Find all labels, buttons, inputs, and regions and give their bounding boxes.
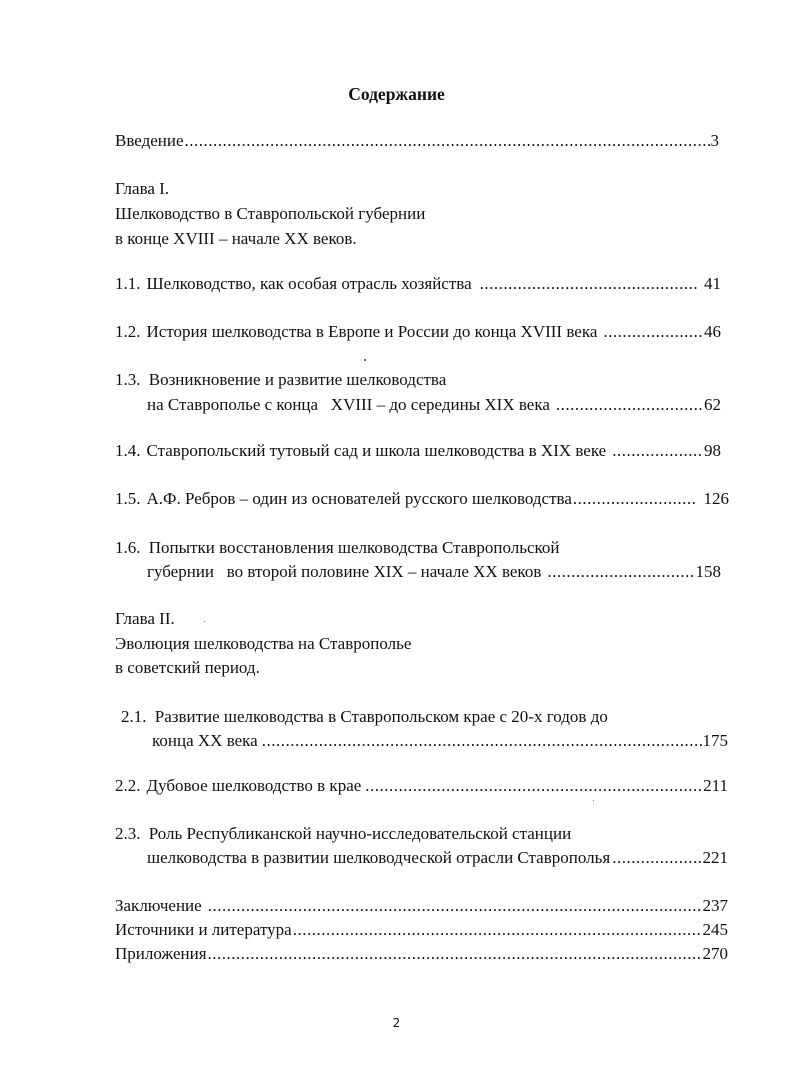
section-number: 1.1. [115,274,141,293]
scan-speck [593,800,594,801]
section-number: 1.4. [115,441,141,460]
toc-entry-section [121,706,608,728]
section-number: 2.1. [121,707,147,726]
dot-leader [293,919,702,941]
chapter-title-line: Эволюция шелководства на Ставрополье [115,634,412,653]
section-title: История шелководства в Европе и России до конца XVIII века [146,322,598,341]
section-title-continued: конца XX века [152,731,258,750]
back-matter-label: Заключение [115,896,202,915]
toc-entry-page: 3 [710,131,719,150]
toc-entry-back-matter [115,895,728,917]
section-number: 1.2. [115,322,141,341]
section-page: 41 [704,274,721,293]
back-matter-page: 237 [702,896,728,915]
toc-entry-section [115,369,446,391]
chapter-title-line: в советский период. [115,658,260,677]
toc-entry-continuation [147,394,721,416]
chapter-heading: Глава I. [115,179,170,198]
toc-entry-continuation [147,847,728,869]
section-title: А.Ф. Ребров – один из основателей русского шелководства [146,489,572,508]
section-title: Шелководство, как особая отрасль хозяйства [146,274,472,293]
toc-entry-continuation [147,561,721,583]
section-number: 1.6. [115,538,141,557]
dot-leader [365,775,702,797]
section-number: 2.2. [115,776,141,795]
section-title: Возникновение и развитие шелководства [148,370,447,389]
toc-entry-label: Введение [115,131,184,150]
dot-leader [208,895,702,917]
section-title: Роль Республиканской научно-исследовательской станции [148,824,572,843]
toc-entry-continuation [152,730,728,752]
chapter-heading: Глава II. [115,609,175,628]
page-number: 2 [392,1016,401,1030]
toc-title: Содержание [348,84,445,104]
chapter-title-line: Шелководство в Ставропольской губернии [115,204,426,223]
back-matter-label: Источники и литература [115,920,292,939]
section-page: 46 [704,322,721,341]
dot-leader [612,847,701,869]
section-page: 98 [704,441,721,460]
section-page: 175 [702,731,728,750]
back-matter-page: 245 [702,920,728,939]
toc-entry-back-matter [115,943,728,965]
section-page: 211 [703,776,728,795]
scan-speck [364,359,366,361]
toc-entry-section [115,273,721,295]
toc-entry-section [115,775,728,797]
section-title: Попытки восстановления шелководства Ставропольской [148,538,560,557]
section-page: 126 [703,489,729,508]
section-number: 1.5. [115,489,141,508]
section-number: 2.3. [115,824,141,843]
toc-entry-section [115,440,721,462]
dot-leader [547,561,694,583]
dot-leader [603,321,703,343]
dot-leader [185,130,710,152]
chapter-title-line: в конце XVIII – начале XX веков. [115,229,357,248]
section-title: Развитие шелководства в Ставропольском крае с 20-х годов до [154,707,608,726]
toc-entry-section [115,823,571,845]
section-number: 1.3. [115,370,141,389]
back-matter-page: 270 [702,944,728,963]
section-title: Дубовое шелководство в крае [146,776,362,795]
toc-entry-back-matter [115,919,728,941]
toc-entry-section [115,321,721,343]
toc-entry-section [115,537,560,559]
dot-leader [262,730,702,752]
section-title-continued: губернии во второй половине XIX – начале XX веков [147,562,542,581]
back-matter-label: Приложения [115,944,207,963]
section-title: Ставропольский тутовый сад и школа шелководства в XIX веке [146,441,607,460]
section-page: 158 [695,562,721,581]
scan-speck [204,621,205,622]
toc-entry-section [115,488,729,510]
section-page: 62 [704,395,721,414]
dot-leader [556,394,703,416]
section-title-continued: на Ставрополье с конца XVIII – до середины XIX века [147,395,550,414]
dot-leader [573,488,697,510]
dot-leader [208,943,702,965]
section-title-continued: шелководства в развитии шелководческой отрасли Ставрополья [147,848,611,867]
toc-entry-intro [115,130,719,152]
dot-leader [612,440,703,462]
dot-leader [480,273,697,295]
section-page: 221 [702,848,728,867]
